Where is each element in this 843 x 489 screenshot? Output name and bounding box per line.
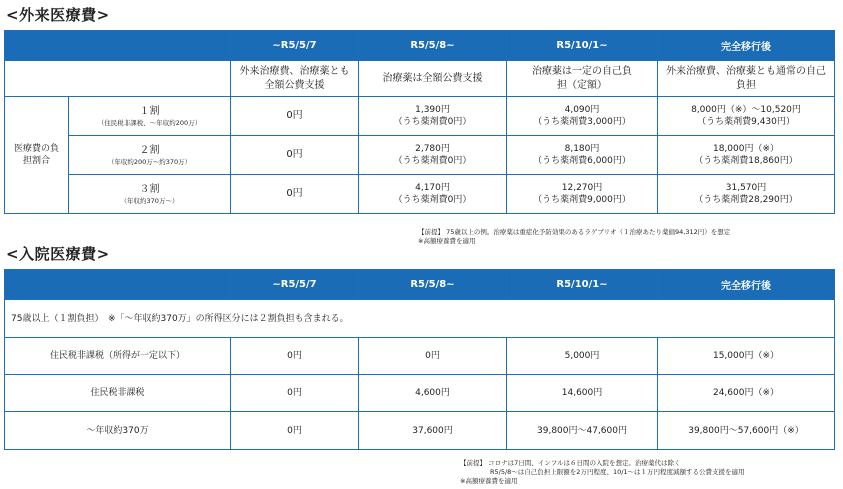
cell: （うち薬剤費3,000円） bbox=[533, 117, 631, 127]
outpatient-table bbox=[4, 30, 835, 214]
row-label: ～年収約370万 bbox=[5, 412, 231, 450]
table-row bbox=[5, 136, 835, 175]
cell: 0円 bbox=[231, 338, 359, 375]
outpatient-notes bbox=[418, 228, 730, 246]
note-line: 【前提】 コロナは7日間、インフルは６日間の入院を想定。治療薬代は除く bbox=[460, 459, 681, 467]
row-sub: （年収約200万～約370万） bbox=[107, 157, 192, 166]
header-blank bbox=[5, 270, 231, 300]
cell: 4,090円 bbox=[564, 105, 600, 115]
cell: 0円 bbox=[359, 338, 507, 375]
row-sub: （住民税非課税、～年収約200万） bbox=[97, 118, 202, 127]
table-row bbox=[5, 338, 835, 375]
row-label: 住民税非課税（所得が一定以下） bbox=[5, 338, 231, 375]
cell: （うち薬剤費0円） bbox=[393, 117, 472, 127]
span-row bbox=[5, 300, 835, 338]
cell: 37,600円 bbox=[359, 412, 507, 450]
cell: （うち薬剤費9,000円） bbox=[533, 195, 631, 205]
cell: （うち薬剤費0円） bbox=[393, 156, 472, 166]
cell: （うち薬剤費18,860円） bbox=[694, 156, 798, 166]
outpatient-desc-row bbox=[5, 61, 835, 97]
inpatient-notes bbox=[460, 459, 745, 486]
cell: 0円 bbox=[231, 412, 359, 450]
cell: 18,000円（※） bbox=[712, 144, 780, 154]
header-period-4: 完全移行後 bbox=[658, 270, 835, 300]
desc-period-1: 外来治療費、治療薬とも全額公費支援 bbox=[231, 61, 359, 97]
table-row bbox=[5, 375, 835, 412]
desc-period-3: 治療薬は一定の自己負担（定額） bbox=[507, 61, 658, 97]
cell: 24,600円（※） bbox=[658, 375, 835, 412]
span-row-text: 75歳以上（１割負担） ※「～年収約370万」の所得区分には２割負担も含まれる。 bbox=[5, 300, 835, 338]
cell: 5,000円 bbox=[507, 338, 658, 375]
row-label: ２割 bbox=[139, 144, 160, 156]
cell: 2,780円 bbox=[415, 144, 450, 154]
inpatient-title: <入院医療費> bbox=[6, 245, 110, 263]
cell: 8,000円（※）～10,520円 bbox=[691, 105, 801, 115]
inpatient-header-row bbox=[5, 270, 835, 300]
cell: 4,170円 bbox=[415, 183, 450, 193]
cell: 8,180円 bbox=[564, 144, 600, 154]
header-period-2: R5/5/8~ bbox=[359, 270, 507, 300]
cell: 0円 bbox=[231, 375, 359, 412]
cell: （うち薬剤費28,290円） bbox=[694, 195, 798, 205]
group-label: 医療費の負担割合 bbox=[5, 97, 69, 214]
header-period-4: 完全移行後 bbox=[658, 31, 835, 61]
note-line: ※高額療養費を適用 bbox=[460, 477, 518, 485]
cell: 15,000円（※） bbox=[658, 338, 835, 375]
cell: （うち薬剤費0円） bbox=[393, 195, 472, 205]
header-period-1: ~R5/5/7 bbox=[231, 270, 359, 300]
table-row bbox=[5, 97, 835, 136]
cell: 1,390円 bbox=[415, 105, 450, 115]
cell: 39,800円～57,600円（※） bbox=[658, 412, 835, 450]
note-line: 【前提】 75歳以上の例。治療薬は重症化予防効果のあるラゲブリオ（１治療あたり薬価94,312円）を想定 bbox=[418, 228, 731, 236]
desc-period-2: 治療薬は全額公費支援 bbox=[359, 61, 507, 97]
note-line: R5/5/8～は自己負担上限額を2万円程度、10/1～は１万円程度減額する公費支援を適用 bbox=[490, 468, 745, 476]
desc-period-4: 外来治療費、治療薬とも通常の自己負担 bbox=[658, 61, 835, 97]
cell: 12,270円 bbox=[561, 183, 603, 193]
cell: 0円 bbox=[231, 175, 359, 214]
header-blank bbox=[5, 31, 231, 61]
cell: 14,600円 bbox=[507, 375, 658, 412]
header-period-2: R5/5/8~ bbox=[359, 31, 507, 61]
cell: 31,570円 bbox=[725, 183, 767, 193]
header-period-3: R5/10/1~ bbox=[507, 31, 658, 61]
note-line: ※高額療養費を適用 bbox=[418, 237, 476, 245]
outpatient-title: <外来医療費> bbox=[6, 6, 110, 24]
cell: 0円 bbox=[231, 136, 359, 175]
outpatient-header-row bbox=[5, 31, 835, 61]
row-label: ３割 bbox=[139, 183, 160, 195]
cell: （うち薬剤費9,430円） bbox=[697, 117, 795, 127]
inpatient-table bbox=[4, 269, 835, 450]
cell: 4,600円 bbox=[359, 375, 507, 412]
header-period-1: ~R5/5/7 bbox=[231, 31, 359, 61]
cell: 0円 bbox=[231, 97, 359, 136]
row-label: １割 bbox=[139, 105, 160, 117]
cell: （うち薬剤費6,000円） bbox=[533, 156, 631, 166]
header-period-3: R5/10/1~ bbox=[507, 270, 658, 300]
row-label: 住民税非課税 bbox=[5, 375, 231, 412]
row-sub: （年収約370万～） bbox=[120, 196, 179, 205]
cell: 39,800円～47,600円 bbox=[507, 412, 658, 450]
table-row bbox=[5, 412, 835, 450]
table-row bbox=[5, 175, 835, 214]
